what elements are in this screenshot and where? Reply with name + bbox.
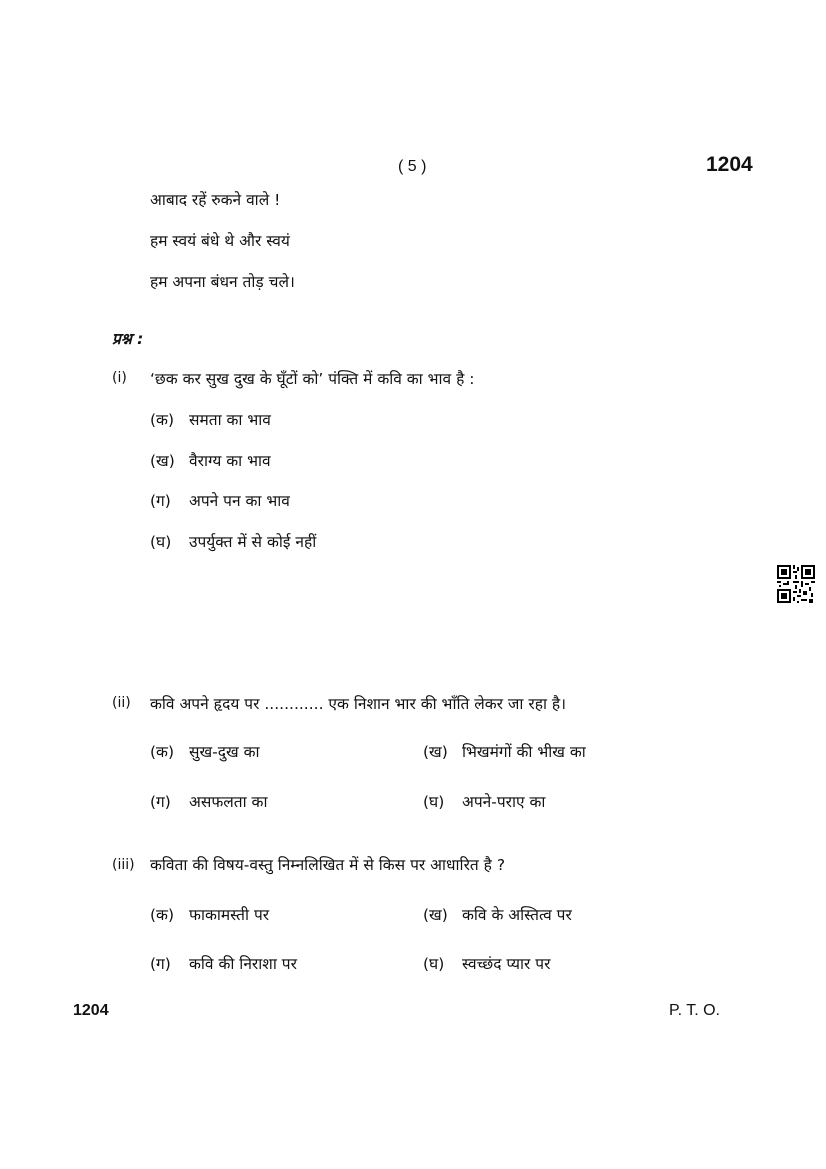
question-number: (i) bbox=[112, 370, 127, 386]
question-text: ‘छक कर सुख दुख के घूँटों को’ पंक्ति में कवि का भाव है : bbox=[150, 370, 475, 388]
qr-code-icon bbox=[777, 565, 815, 603]
question-number: (ii) bbox=[112, 695, 131, 711]
option-text: भिखमंगों की भीख का bbox=[462, 743, 586, 761]
option-text: वैराग्य का भाव bbox=[189, 452, 271, 470]
option-label: (ख) bbox=[423, 906, 448, 924]
poem-line: हम स्वयं बंधे थे और स्वयं bbox=[150, 232, 290, 250]
option-label: (क) bbox=[150, 743, 174, 761]
page-number: ( 5 ) bbox=[398, 158, 427, 175]
poem-line: हम अपना बंधन तोड़ चले। bbox=[150, 273, 295, 291]
pto-label: P. T. O. bbox=[669, 1002, 720, 1019]
option-label: (क) bbox=[150, 411, 174, 429]
option-label: (ग) bbox=[150, 492, 171, 510]
option-text: अपने पन का भाव bbox=[189, 492, 290, 510]
question-text: कविता की विषय-वस्तु निम्नलिखित में से किस पर आधारित है ? bbox=[150, 856, 506, 874]
paper-code-header: 1204 bbox=[706, 153, 753, 176]
option-text: समता का भाव bbox=[189, 411, 271, 429]
questions-heading: प्रश्न : bbox=[112, 330, 144, 348]
option-label: (ग) bbox=[150, 793, 171, 811]
option-text: कवि के अस्तित्व पर bbox=[462, 906, 572, 924]
poem-line: आबाद रहें रुकने वाले ! bbox=[150, 191, 281, 209]
question-number: (iii) bbox=[112, 857, 135, 873]
option-text: असफलता का bbox=[189, 793, 268, 811]
option-label: (ख) bbox=[150, 452, 175, 470]
option-label: (घ) bbox=[150, 533, 172, 551]
option-text: फाकामस्ती पर bbox=[189, 906, 270, 924]
option-text: उपर्युक्त में से कोई नहीं bbox=[189, 533, 317, 551]
option-label: (क) bbox=[150, 906, 174, 924]
option-label: (घ) bbox=[423, 793, 445, 811]
option-label: (ख) bbox=[423, 743, 448, 761]
question-text: कवि अपने हृदय पर ............ एक निशान भार की भाँति लेकर जा रहा है। bbox=[150, 695, 566, 713]
paper-code-footer: 1204 bbox=[73, 1002, 109, 1019]
option-text: अपने-पराए का bbox=[462, 793, 546, 811]
option-text: सुख-दुख का bbox=[189, 743, 260, 761]
option-text: स्वच्छंद प्यार पर bbox=[462, 955, 551, 973]
option-text: कवि की निराशा पर bbox=[189, 955, 297, 973]
option-label: (घ) bbox=[423, 955, 445, 973]
option-label: (ग) bbox=[150, 955, 171, 973]
